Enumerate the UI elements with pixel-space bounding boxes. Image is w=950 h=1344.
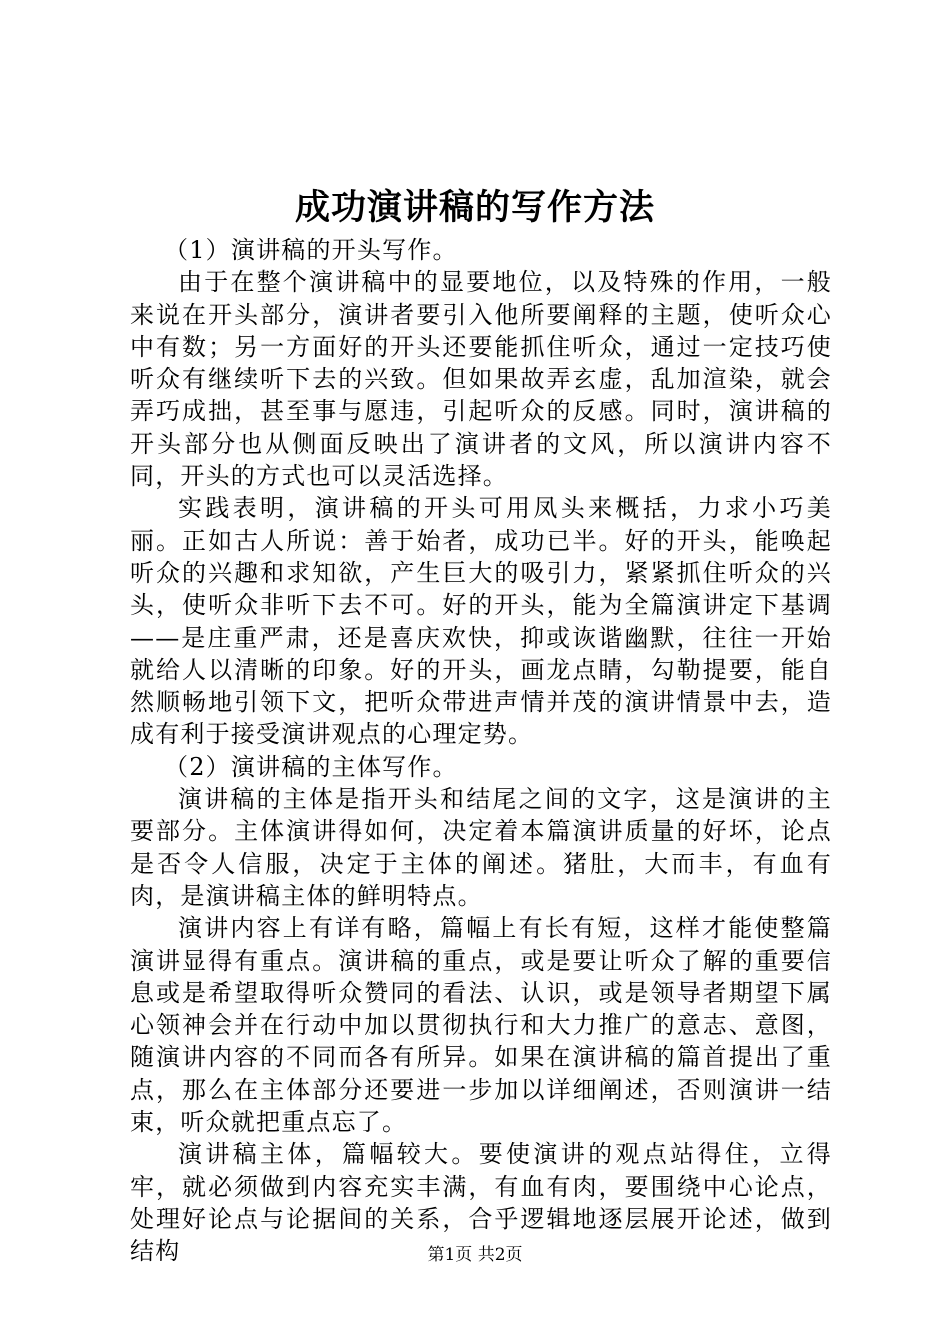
paragraph-body-definition: 演讲稿的主体是指开头和结尾之间的文字，这是演讲的主要部分。主体演讲得如何，决定着本篇演讲质量的好坏，论点是否令人信服，决定于主体的阐述。猪肚，大而丰，有血有肉，是演讲稿主体的鲜明特点。 [130, 785, 832, 910]
document-title: 成功演讲稿的写作方法 [294, 187, 655, 228]
paragraph-opening-practice: 实践表明，演讲稿的开头可用凤头来概括，力求小巧美丽。正如古人所说：善于始者，成功已半。好的开头，能唤起听众的兴趣和求知欲，产生巨大的吸引力，紧紧抓住听众的兴头，使听众非听下去不可。好的开头，能为全篇演讲定下基调——是庄重严肃，还是喜庆欢快，抑或诙谐幽默，往往一开始就给人以清晰的印象。好的开头，画龙点睛，勾勒提要，能自然顺畅地引领下文，把听众带进声情并茂的演讲情景中去，造成有利于接受演讲观点的心理定势。 [130, 494, 832, 749]
page-footer: 第1页 共2页 [427, 1245, 523, 1265]
paragraph-body-emphasis: 演讲内容上有详有略，篇幅上有长有短，这样才能使整篇演讲显得有重点。演讲稿的重点，或是要让听众了解的重要信息或是希望取得听众赞同的看法、认识，或是领导者期望下属心领神会并在行动中加以贯彻执行和大力推广的意志、意图，随演讲内容的不同而各有所异。如果在演讲稿的篇首提出了重点，那么在主体部分还要进一步加以详细阐述，否则演讲一结束，听众就把重点忘了。 [130, 914, 832, 1137]
section-heading-body: （2）演讲稿的主体写作。 [164, 752, 458, 781]
section-heading-opening: （1）演讲稿的开头写作。 [164, 236, 458, 264]
document-body [130, 234, 832, 1268]
paragraph-opening-importance: 由于在整个演讲稿中的显要地位，以及特殊的作用，一般来说在开头部分，演讲者要引入他所要阐释的主题，使听众心中有数；另一方面好的开头还要能抓住听众，通过一定技巧使听众有继续听下去的兴致。但如果故弄玄虚，乱加渲染，就会弄巧成拙，甚至事与愿违，引起听众的反感。同时，演讲稿的开头部分也从侧面反映出了演讲者的文风，所以演讲内容不同，开头的方式也可以灵活选择。 [130, 268, 832, 491]
paragraph-body-structure: 演讲稿主体，篇幅较大。要使演讲的观点站得住，立得牢，就必须做到内容充实丰满，有血有肉，要围绕中心论点，处理好论点与论据间的关系，合乎逻辑地逐层展开论述，做到结构 [130, 1140, 832, 1266]
